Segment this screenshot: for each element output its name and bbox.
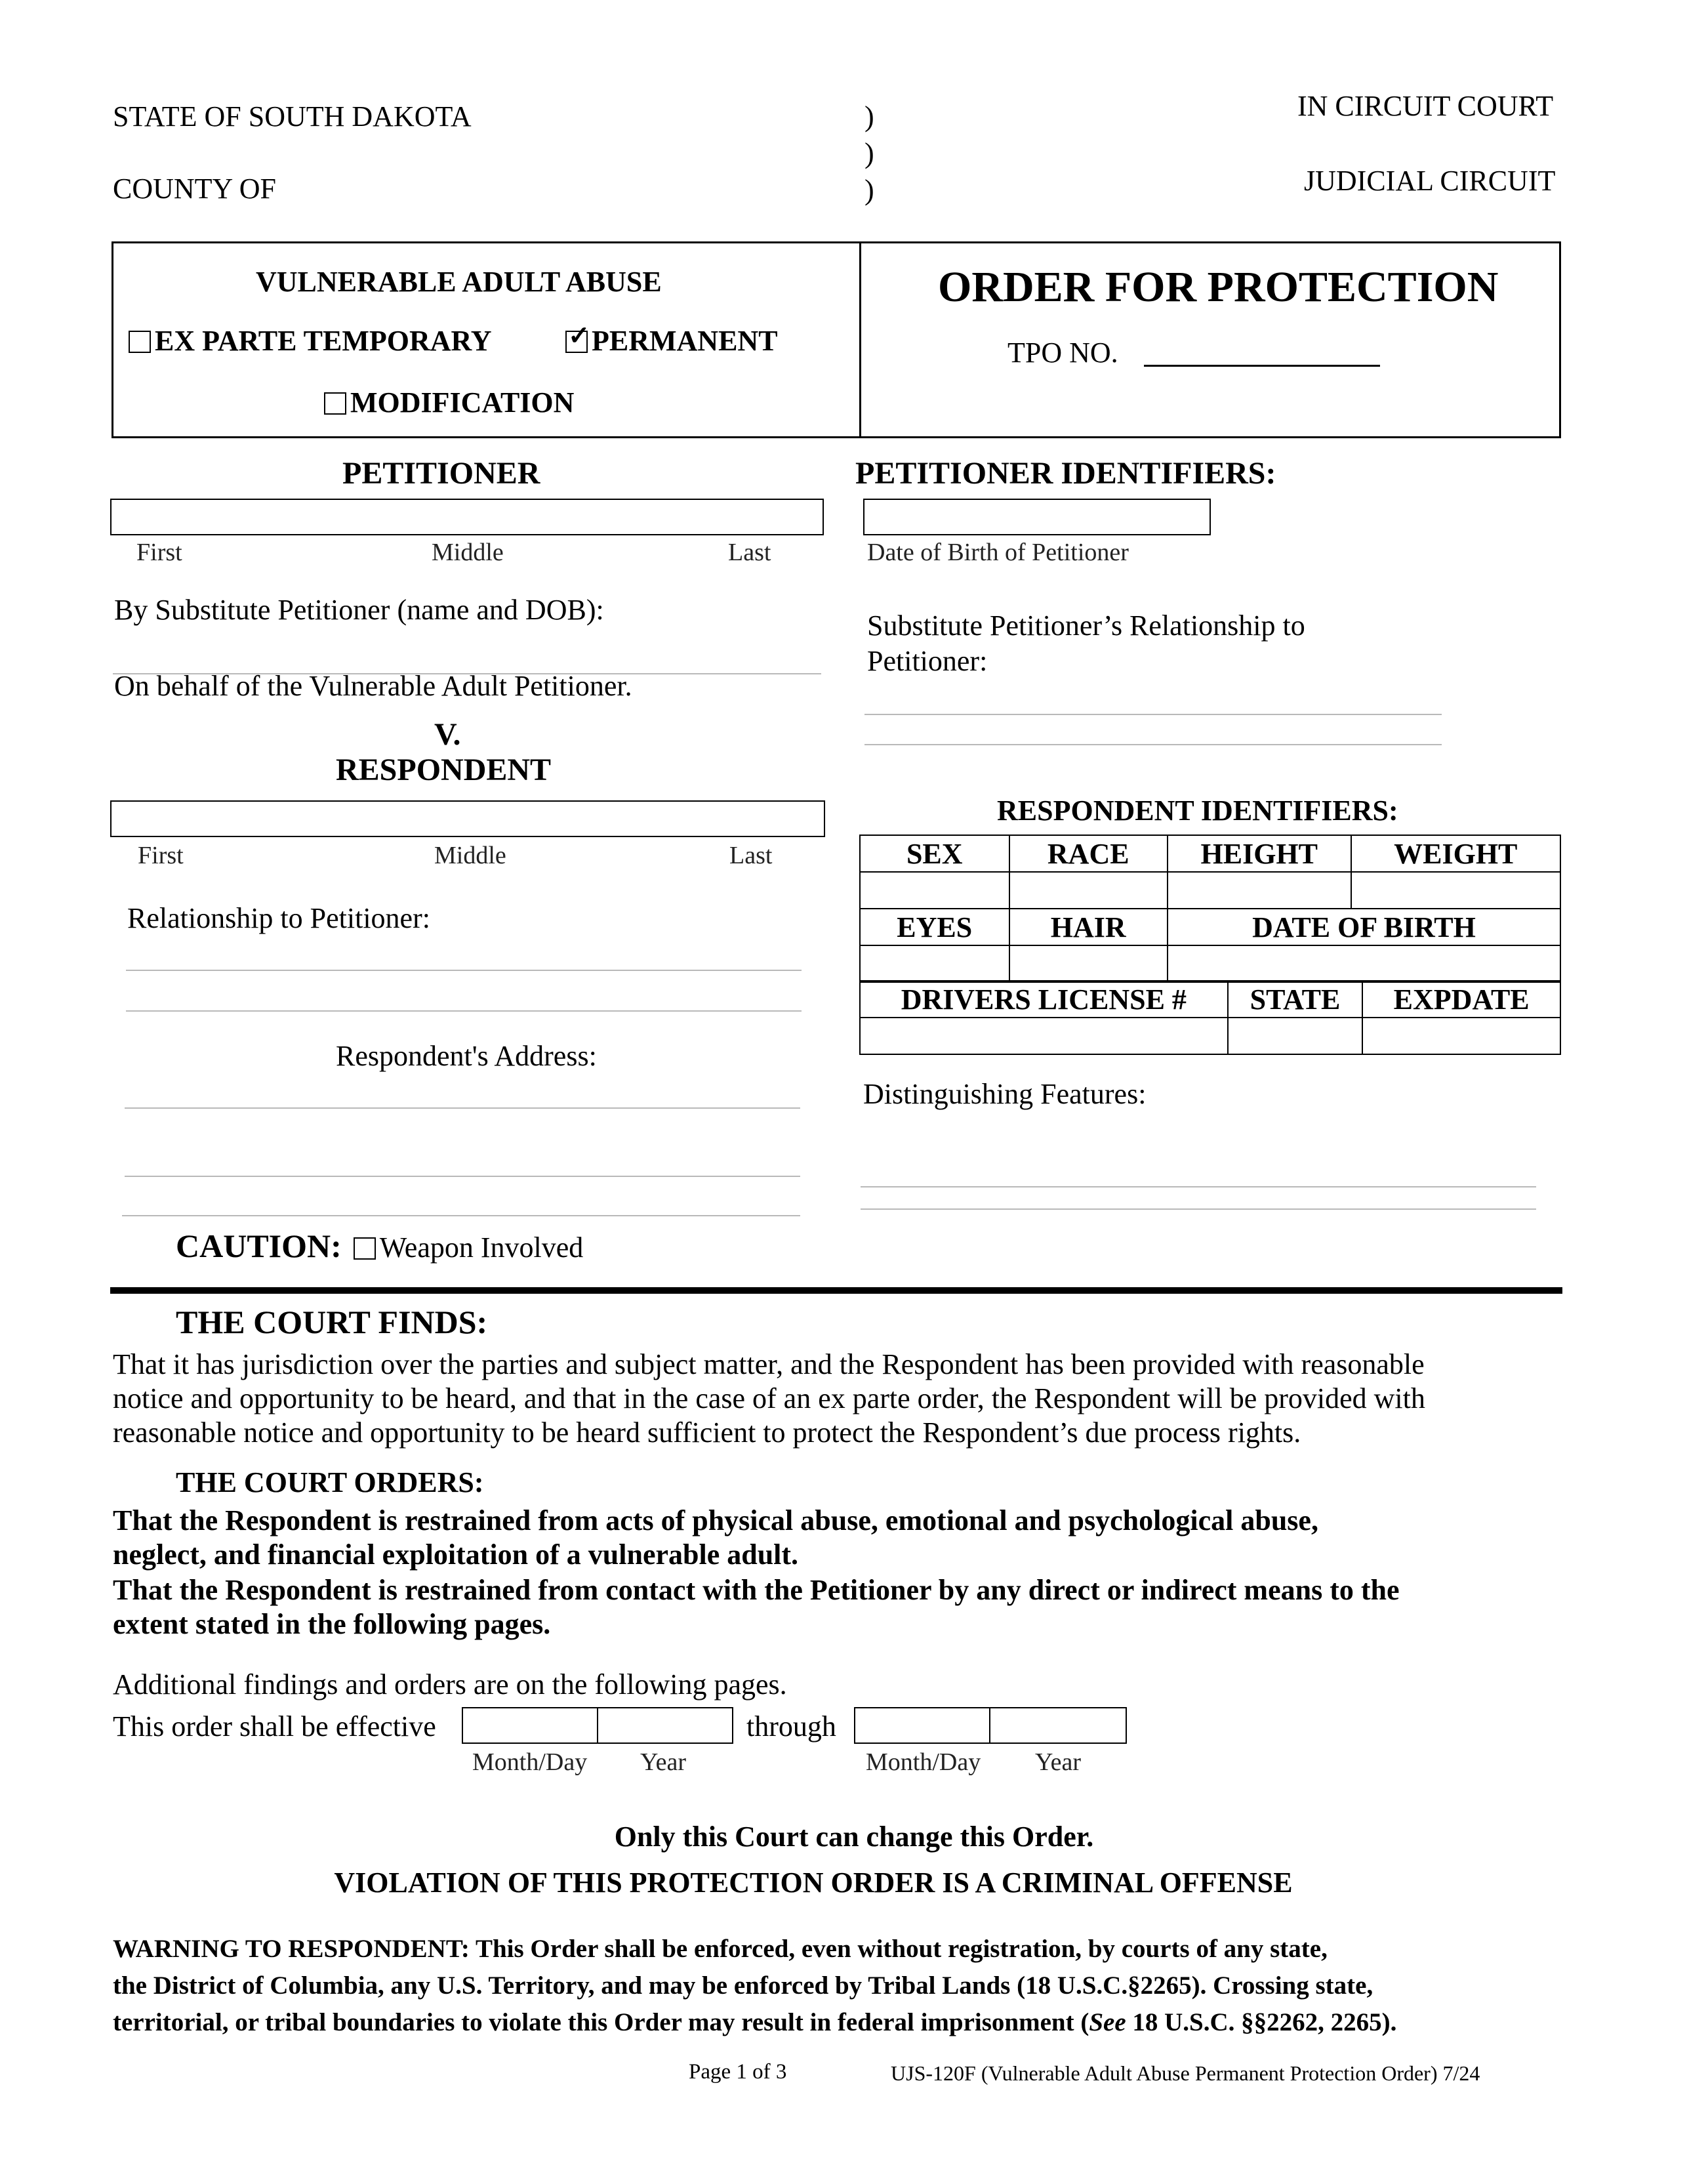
order-type-divider xyxy=(859,241,861,438)
substitute-relationship-label-1: Substitute Petitioner’s Relationship to xyxy=(867,609,1305,642)
race-cell[interactable] xyxy=(1009,872,1168,909)
height-header: HEIGHT xyxy=(1168,835,1351,872)
court-finds-heading: THE COURT FINDS: xyxy=(176,1304,488,1340)
substitute-relationship-line-2[interactable] xyxy=(864,744,1442,745)
judicial-circuit-label: JUDICIAL CIRCUIT xyxy=(1304,165,1556,197)
warning-line-1: WARNING TO RESPONDENT: This Order shall be enforced, even without registration, by courts of any state, xyxy=(113,1935,1328,1963)
warning-line-2: the District of Columbia, any U.S. Territory, and may be enforced by Tribal Lands (18 U.S.C.§2265). Crossing state, xyxy=(113,1971,1373,2000)
effective-label: This order shall be effective xyxy=(113,1710,436,1742)
eyes-header: EYES xyxy=(860,909,1009,945)
dob-cell[interactable] xyxy=(1168,945,1560,982)
state-name: STATE OF SOUTH DAKOTA xyxy=(113,100,472,133)
on-behalf-text: On behalf of the Vulnerable Adult Petitioner. xyxy=(114,670,632,702)
hair-header: HAIR xyxy=(1009,909,1168,945)
effective-end-month-day[interactable] xyxy=(854,1707,990,1744)
caption-paren-1: ) xyxy=(864,100,874,133)
race-header: RACE xyxy=(1009,835,1168,872)
weapon-checkbox[interactable] xyxy=(354,1237,376,1260)
violation-notice: VIOLATION OF THIS PROTECTION ORDER IS A CRIMINAL OFFENSE xyxy=(334,1866,1293,1899)
dob-header: DATE OF BIRTH xyxy=(1168,909,1560,945)
petitioner-last-label: Last xyxy=(728,539,771,566)
respondent-identifiers-heading: RESPONDENT IDENTIFIERS: xyxy=(997,794,1398,827)
caution-label: CAUTION: xyxy=(176,1227,342,1264)
through-label: through xyxy=(746,1710,836,1742)
county-label: COUNTY OF xyxy=(113,173,276,205)
respondent-middle-label: Middle xyxy=(434,842,506,869)
orders-line-2: neglect, and financial exploitation of a vulnerable adult. xyxy=(113,1538,799,1571)
distinguishing-features-label: Distinguishing Features: xyxy=(863,1078,1147,1110)
substitute-relationship-label-2: Petitioner: xyxy=(867,645,988,677)
effective-start-month-day[interactable] xyxy=(462,1707,598,1744)
respondent-last-label: Last xyxy=(729,842,773,869)
form-identifier: UJS-120F (Vulnerable Adult Abuse Permanent Protection Order) 7/24 xyxy=(891,2061,1480,2085)
respondent-address-line-3[interactable] xyxy=(122,1215,800,1216)
respondent-identifiers-table-2 xyxy=(859,980,1561,1055)
findings-line-1: That it has jurisdiction over the parties and subject matter, and the Respondent has been provided with reasonable xyxy=(113,1348,1425,1380)
end-month-day-label: Month/Day xyxy=(866,1748,981,1776)
expdate-cell[interactable] xyxy=(1362,1018,1560,1054)
weapon-option[interactable]: Weapon Involved xyxy=(354,1231,583,1264)
tpo-number-line[interactable] xyxy=(1144,365,1380,367)
respondent-address-line-2[interactable] xyxy=(125,1176,800,1177)
warning-line-3: territorial, or tribal boundaries to violate this Order may result in federal imprisonment (See 18 U.S.C. §§2262, 2265). xyxy=(113,2008,1397,2036)
section-divider xyxy=(110,1287,1562,1294)
effective-start-year[interactable] xyxy=(597,1707,733,1744)
court-orders-heading: THE COURT ORDERS: xyxy=(176,1466,484,1498)
respondent-relationship-line-1[interactable] xyxy=(126,970,802,971)
caption-paren-2: ) xyxy=(864,137,874,169)
petitioner-dob-field[interactable] xyxy=(863,499,1211,535)
petitioner-middle-label: Middle xyxy=(432,539,504,566)
orders-line-1: That the Respondent is restrained from acts of physical abuse, emotional and psychological abuse, xyxy=(113,1504,1318,1536)
eyes-cell[interactable] xyxy=(860,945,1009,982)
permanent-checkbox[interactable] xyxy=(565,321,590,353)
ex-parte-option[interactable]: EX PARTE TEMPORARY xyxy=(129,324,492,358)
weight-cell[interactable] xyxy=(1351,872,1560,909)
versus-label: V. xyxy=(434,717,461,752)
page-number: Page 1 of 3 xyxy=(689,2060,787,2084)
respondent-first-label: First xyxy=(138,842,184,869)
petitioner-identifiers-heading: PETITIONER IDENTIFIERS: xyxy=(855,456,1276,491)
findings-line-2: notice and opportunity to be heard, and that in the case of an ex parte order, the Respondent will be provided with xyxy=(113,1382,1425,1414)
license-cell[interactable] xyxy=(860,1018,1228,1054)
check-mark-icon: ✓ xyxy=(568,321,590,350)
orders-line-4: extent stated in the following pages. xyxy=(113,1608,551,1640)
additional-findings-text: Additional findings and orders are on the following pages. xyxy=(113,1668,787,1701)
license-state-cell[interactable] xyxy=(1228,1018,1363,1054)
start-year-label: Year xyxy=(640,1748,687,1776)
findings-line-3: reasonable notice and opportunity to be heard sufficient to protect the Respondent’s due process rights. xyxy=(113,1416,1301,1449)
case-type-title: VULNERABLE ADULT ABUSE xyxy=(256,266,662,298)
only-court-notice: Only this Court can change this Order. xyxy=(614,1821,1094,1853)
respondent-address-label: Respondent's Address: xyxy=(336,1040,597,1072)
respondent-relationship-label: Relationship to Petitioner: xyxy=(127,902,430,934)
respondent-identifiers-table-1 xyxy=(859,835,1561,983)
ex-parte-checkbox[interactable] xyxy=(129,331,151,353)
tpo-label: TPO NO. xyxy=(1007,337,1118,369)
sex-cell[interactable] xyxy=(860,872,1009,909)
expdate-header: EXPDATE xyxy=(1362,981,1560,1018)
petitioner-first-label: First xyxy=(136,539,182,566)
height-cell[interactable] xyxy=(1168,872,1351,909)
respondent-heading: RESPONDENT xyxy=(336,753,552,787)
sex-header: SEX xyxy=(860,835,1009,872)
license-state-header: STATE xyxy=(1228,981,1363,1018)
hair-cell[interactable] xyxy=(1009,945,1168,982)
weight-header: WEIGHT xyxy=(1351,835,1560,872)
substitute-petitioner-label: By Substitute Petitioner (name and DOB): xyxy=(114,594,604,626)
caption-paren-3: ) xyxy=(864,174,874,206)
caution-row xyxy=(176,1227,583,1265)
petitioner-dob-label: Date of Birth of Petitioner xyxy=(867,539,1129,566)
petitioner-heading: PETITIONER xyxy=(342,456,540,491)
effective-end-year[interactable] xyxy=(989,1707,1127,1744)
license-header: DRIVERS LICENSE # xyxy=(860,981,1228,1018)
respondent-address-line-1[interactable] xyxy=(125,1107,800,1109)
features-line-2[interactable] xyxy=(861,1208,1536,1210)
permanent-option[interactable]: ✓ PERMANENT xyxy=(565,324,778,358)
court-name: IN CIRCUIT COURT xyxy=(1297,90,1554,122)
end-year-label: Year xyxy=(1035,1748,1082,1776)
petitioner-name-field[interactable] xyxy=(110,499,824,535)
substitute-relationship-line-1[interactable] xyxy=(864,714,1442,715)
orders-line-3: That the Respondent is restrained from contact with the Petitioner by any direct or indirect means to the xyxy=(113,1574,1400,1606)
features-line-1[interactable] xyxy=(861,1186,1536,1187)
start-month-day-label: Month/Day xyxy=(472,1748,588,1776)
order-title: ORDER FOR PROTECTION xyxy=(938,263,1499,311)
respondent-name-field[interactable] xyxy=(110,800,825,837)
respondent-relationship-line-2[interactable] xyxy=(126,1010,802,1012)
modification-option[interactable]: MODIFICATION xyxy=(324,386,574,419)
modification-checkbox[interactable] xyxy=(324,392,346,415)
